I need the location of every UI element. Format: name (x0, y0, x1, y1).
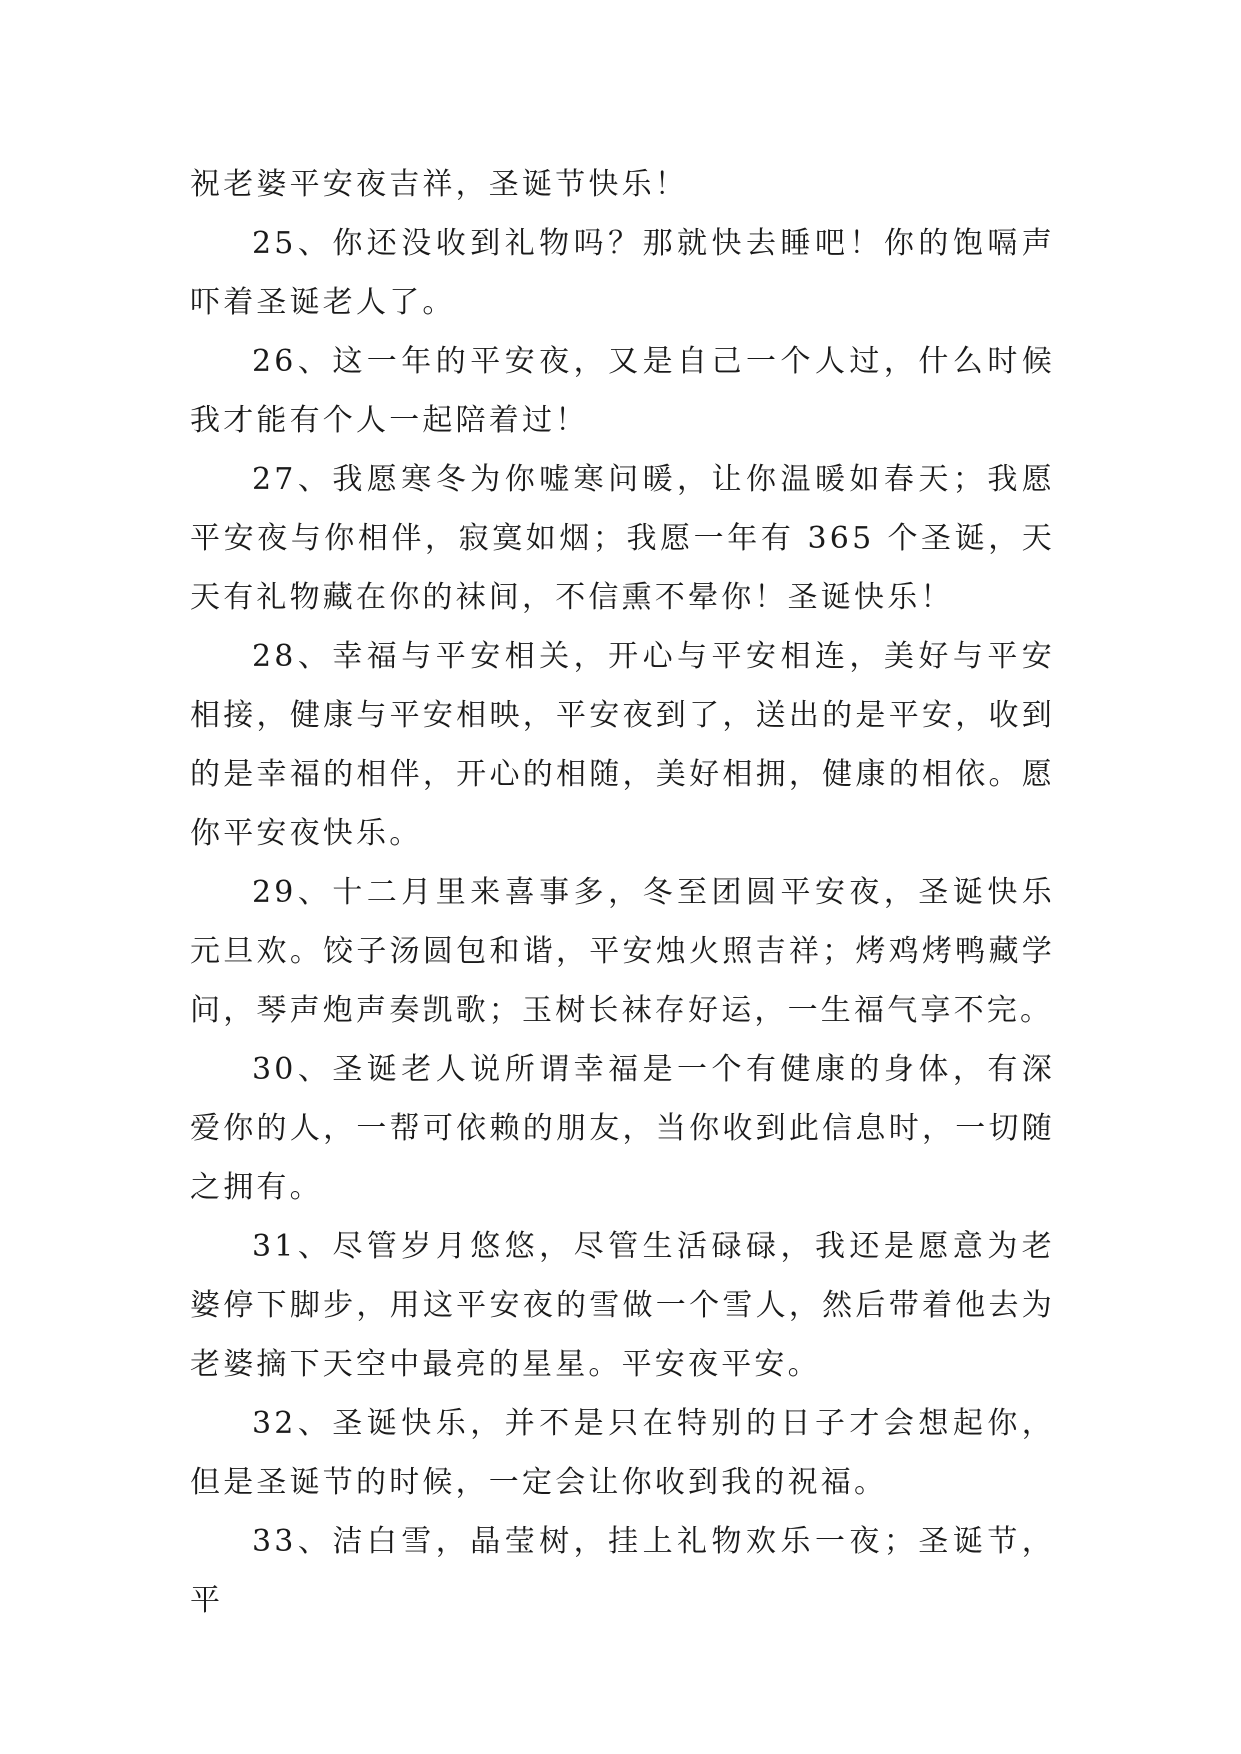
paragraph-28: 28、幸福与平安相关，开心与平安相连，美好与平安相接，健康与平安相映，平安夜到了，送出的是平安，收到的是幸福的相伴，开心的相随，美好相拥，健康的相依。愿你平安夜快乐。 (190, 639, 1055, 851)
paragraph-29: 29、十二月里来喜事多，冬至团圆平安夜，圣诞快乐元旦欢。饺子汤圆包和谐，平安烛火照吉祥；烤鸡烤鸭藏学问，琴声炮声奏凯歌；玉树长袜存好运，一生福气享不完。 (190, 875, 1055, 1028)
paragraph-31: 31、尽管岁月悠悠，尽管生活碌碌，我还是愿意为老婆停下脚步，用这平安夜的雪做一个雪人，然后带着他去为老婆摘下天空中最亮的星星。平安夜平安。 (190, 1229, 1055, 1382)
paragraph-25: 25、你还没收到礼物吗？那就快去睡吧！你的饱嗝声吓着圣诞老人了。 (190, 226, 1055, 320)
paragraph-33: 33、洁白雪，晶莹树，挂上礼物欢乐一夜；圣诞节，平 (190, 1524, 1055, 1618)
document-page (190, 155, 1055, 1630)
paragraph-continuation: 祝老婆平安夜吉祥，圣诞节快乐！ (190, 167, 688, 202)
paragraph-27: 27、我愿寒冬为你嘘寒问暖，让你温暖如春天；我愿平安夜与你相伴，寂寞如烟；我愿一年有 365 个圣诞，天天有礼物藏在你的袜间，不信熏不晕你！圣诞快乐！ (190, 462, 1055, 615)
paragraph-26: 26、这一年的平安夜，又是自己一个人过，什么时候我才能有个人一起陪着过！ (190, 344, 1055, 438)
paragraph-32: 32、圣诞快乐，并不是只在特别的日子才会想起你，但是圣诞节的时候，一定会让你收到我的祝福。 (190, 1406, 1055, 1500)
paragraph-30: 30、圣诞老人说所谓幸福是一个有健康的身体，有深爱你的人，一帮可依赖的朋友，当你收到此信息时，一切随之拥有。 (190, 1052, 1055, 1205)
